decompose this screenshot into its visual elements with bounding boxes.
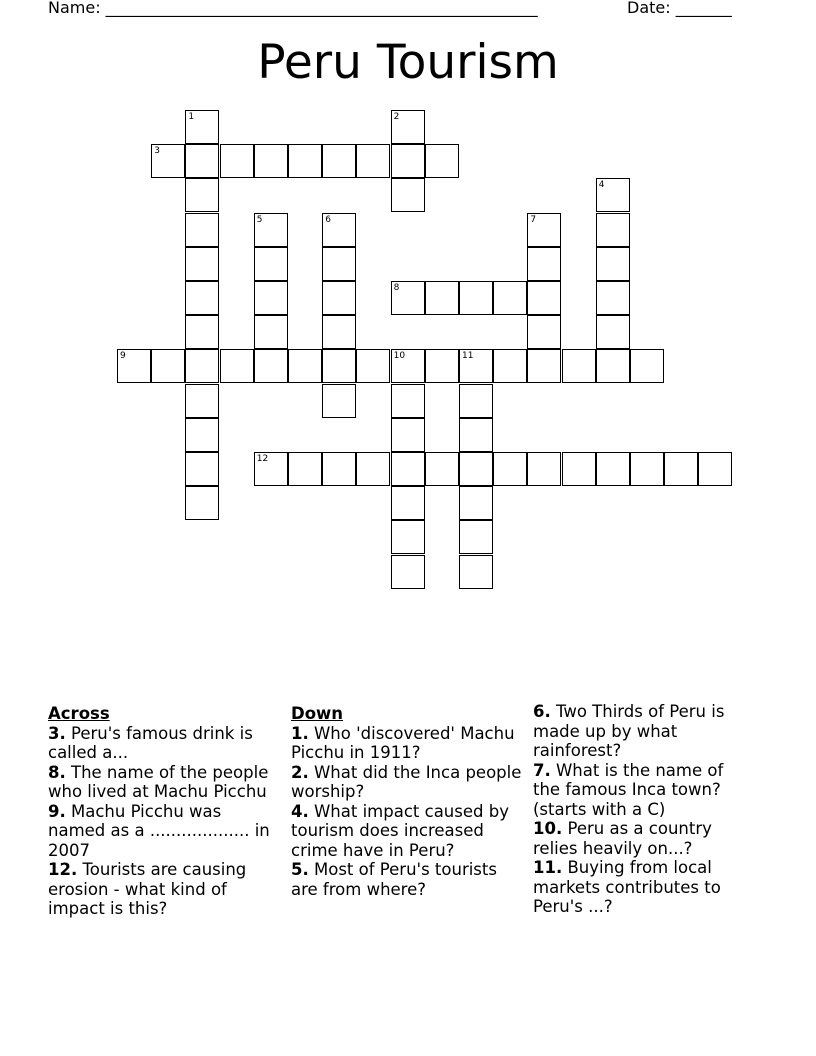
grid-cell[interactable]	[527, 315, 561, 349]
clue-number: 7.	[533, 760, 551, 780]
grid-cell[interactable]	[527, 281, 561, 315]
clue-number: 8	[393, 283, 400, 293]
clue-item	[533, 858, 755, 917]
grid-cell[interactable]	[459, 555, 493, 589]
grid-cell[interactable]	[493, 452, 527, 486]
grid-cell[interactable]	[185, 452, 219, 486]
grid-cell[interactable]	[185, 384, 219, 418]
grid-cell[interactable]	[630, 349, 664, 383]
clue-text: What is the name of the famous Inca town? (starts with a C)	[533, 760, 724, 819]
clue-number: 5	[256, 214, 263, 225]
grid-cell[interactable]	[322, 213, 356, 247]
grid-cell[interactable]	[391, 110, 425, 144]
clue-text: What impact caused by tourism does increased crime have in Peru?	[291, 801, 509, 860]
grid-cell[interactable]	[117, 349, 151, 383]
clue-text: Buying from local markets contributes to Peru's ...?	[533, 858, 721, 916]
grid-cell[interactable]	[322, 349, 356, 383]
grid-cell[interactable]	[151, 349, 185, 383]
clue-number: 10.	[533, 819, 563, 838]
grid-cell[interactable]	[391, 281, 425, 315]
grid-cell[interactable]	[562, 452, 596, 486]
grid-cell[interactable]	[527, 213, 561, 247]
grid-cell[interactable]	[562, 349, 596, 383]
clue-item	[291, 724, 527, 763]
clue-number: 12.	[48, 860, 78, 879]
clue-number: 12	[256, 454, 269, 464]
clue-number: 10	[393, 351, 406, 362]
clue-number: 9.	[48, 801, 66, 821]
down-clues-continued	[533, 702, 755, 917]
clue-number: 11.	[533, 858, 563, 877]
clue-text: Tourists are causing erosion - what kind of impact is this?	[48, 860, 247, 918]
clue-number: 3.	[48, 723, 66, 743]
grid-cell[interactable]	[391, 178, 425, 212]
clue-number: 3	[154, 146, 160, 157]
clue-number: 4.	[291, 801, 309, 821]
grid-cell[interactable]	[391, 349, 425, 383]
clue-item	[48, 802, 270, 861]
grid-cell[interactable]	[493, 349, 527, 383]
grid-cell[interactable]	[356, 452, 390, 486]
grid-cell[interactable]	[185, 110, 219, 144]
grid-cell[interactable]	[322, 144, 356, 178]
grid-cell[interactable]	[322, 452, 356, 486]
clue-item	[533, 819, 755, 858]
grid-cell[interactable]	[459, 452, 493, 486]
grid-cell[interactable]	[459, 281, 493, 315]
grid-cell[interactable]	[185, 486, 219, 520]
grid-cell[interactable]	[596, 349, 630, 383]
grid-cell[interactable]	[254, 247, 288, 281]
grid-cell[interactable]	[254, 281, 288, 315]
grid-cell[interactable]	[425, 452, 459, 486]
grid-cell[interactable]	[185, 213, 219, 247]
grid-cell[interactable]	[220, 144, 254, 178]
grid-cell[interactable]	[220, 349, 254, 383]
clue-number: 5.	[291, 860, 309, 879]
clue-item	[48, 860, 270, 919]
clue-item	[291, 763, 527, 802]
grid-cell[interactable]	[391, 418, 425, 452]
grid-cell[interactable]	[185, 281, 219, 315]
clue-number: 4	[598, 180, 605, 191]
grid-cell[interactable]	[596, 281, 630, 315]
clue-item	[291, 802, 527, 861]
clue-text: What did the Inca people worship?	[291, 762, 522, 801]
across-clues	[48, 702, 270, 919]
grid-cell[interactable]	[425, 349, 459, 383]
clue-text: Peru as a country relies heavily on...?	[533, 819, 712, 858]
grid-cell[interactable]	[185, 315, 219, 349]
grid-cell[interactable]	[459, 349, 493, 383]
name-field-label: Name: ______________________________________________________	[48, 0, 538, 17]
across-heading: Across	[48, 704, 110, 723]
clue-number: 1.	[291, 723, 309, 743]
clue-text: Who 'discovered' Machu Picchu in 1911?	[291, 723, 515, 762]
grid-cell[interactable]	[185, 144, 219, 178]
grid-cell[interactable]	[185, 349, 219, 383]
grid-cell[interactable]	[322, 315, 356, 349]
clue-text: Machu Picchu was named as a ................... in 2007	[48, 801, 270, 860]
clue-number: 2	[393, 112, 400, 122]
grid-cell[interactable]	[322, 247, 356, 281]
clue-number: 2.	[291, 762, 309, 782]
grid-cell[interactable]	[254, 315, 288, 349]
grid-cell[interactable]	[630, 452, 664, 486]
clue-item	[48, 763, 270, 802]
grid-cell[interactable]	[185, 178, 219, 212]
grid-cell[interactable]	[151, 144, 185, 178]
clue-item	[291, 860, 527, 899]
clue-item	[533, 702, 755, 761]
clue-number: 8.	[48, 762, 66, 782]
grid-cell[interactable]	[322, 281, 356, 315]
grid-cell[interactable]	[596, 247, 630, 281]
grid-cell[interactable]	[391, 452, 425, 486]
grid-cell[interactable]	[356, 144, 390, 178]
grid-cell[interactable]	[185, 418, 219, 452]
grid-cell[interactable]	[254, 349, 288, 383]
grid-cell[interactable]	[356, 349, 390, 383]
clue-number: 1	[188, 112, 195, 122]
date-field-label: Date: _______	[627, 0, 732, 17]
down-heading: Down	[291, 704, 344, 723]
grid-cell[interactable]	[254, 213, 288, 247]
clue-number: 6.	[533, 702, 551, 721]
clue-item	[48, 724, 270, 763]
grid-cell[interactable]	[664, 452, 698, 486]
grid-cell[interactable]	[459, 418, 493, 452]
grid-cell[interactable]	[288, 349, 322, 383]
grid-cell[interactable]	[527, 349, 561, 383]
grid-cell[interactable]	[254, 452, 288, 486]
grid-cell[interactable]	[391, 384, 425, 418]
grid-cell[interactable]	[391, 144, 425, 178]
clue-text: Peru's famous drink is called a...	[48, 723, 253, 762]
down-clues	[291, 702, 527, 899]
clue-number: 6	[325, 214, 331, 225]
grid-cell[interactable]	[322, 384, 356, 418]
page-title: Peru Tourism	[257, 35, 559, 90]
grid-cell[interactable]	[527, 247, 561, 281]
grid-cell[interactable]	[527, 452, 561, 486]
clue-number: 7	[530, 214, 537, 225]
clue-number: 11	[462, 351, 474, 362]
grid-cell[interactable]	[391, 555, 425, 589]
grid-cell[interactable]	[596, 178, 630, 212]
grid-cell[interactable]	[288, 144, 322, 178]
grid-cell[interactable]	[254, 144, 288, 178]
clue-item	[533, 761, 755, 820]
grid-cell[interactable]	[391, 520, 425, 554]
grid-cell[interactable]	[459, 520, 493, 554]
grid-cell[interactable]	[185, 247, 219, 281]
grid-cell[interactable]	[459, 486, 493, 520]
grid-cell[interactable]	[596, 315, 630, 349]
grid-cell[interactable]	[493, 281, 527, 315]
clue-text: Two Thirds of Peru is made up by what rainforest?	[533, 702, 725, 760]
clue-number: 9	[120, 351, 126, 362]
grid-cell[interactable]	[288, 452, 322, 486]
grid-cell[interactable]	[425, 281, 459, 315]
grid-cell[interactable]	[596, 213, 630, 247]
grid-cell[interactable]	[698, 452, 732, 486]
grid-cell[interactable]	[425, 144, 459, 178]
clue-text: Most of Peru's tourists are from where?	[291, 860, 497, 899]
clue-text: The name of the people who lived at Machu Picchu	[48, 762, 269, 801]
grid-cell[interactable]	[391, 486, 425, 520]
grid-cell[interactable]	[596, 452, 630, 486]
grid-cell[interactable]	[459, 384, 493, 418]
